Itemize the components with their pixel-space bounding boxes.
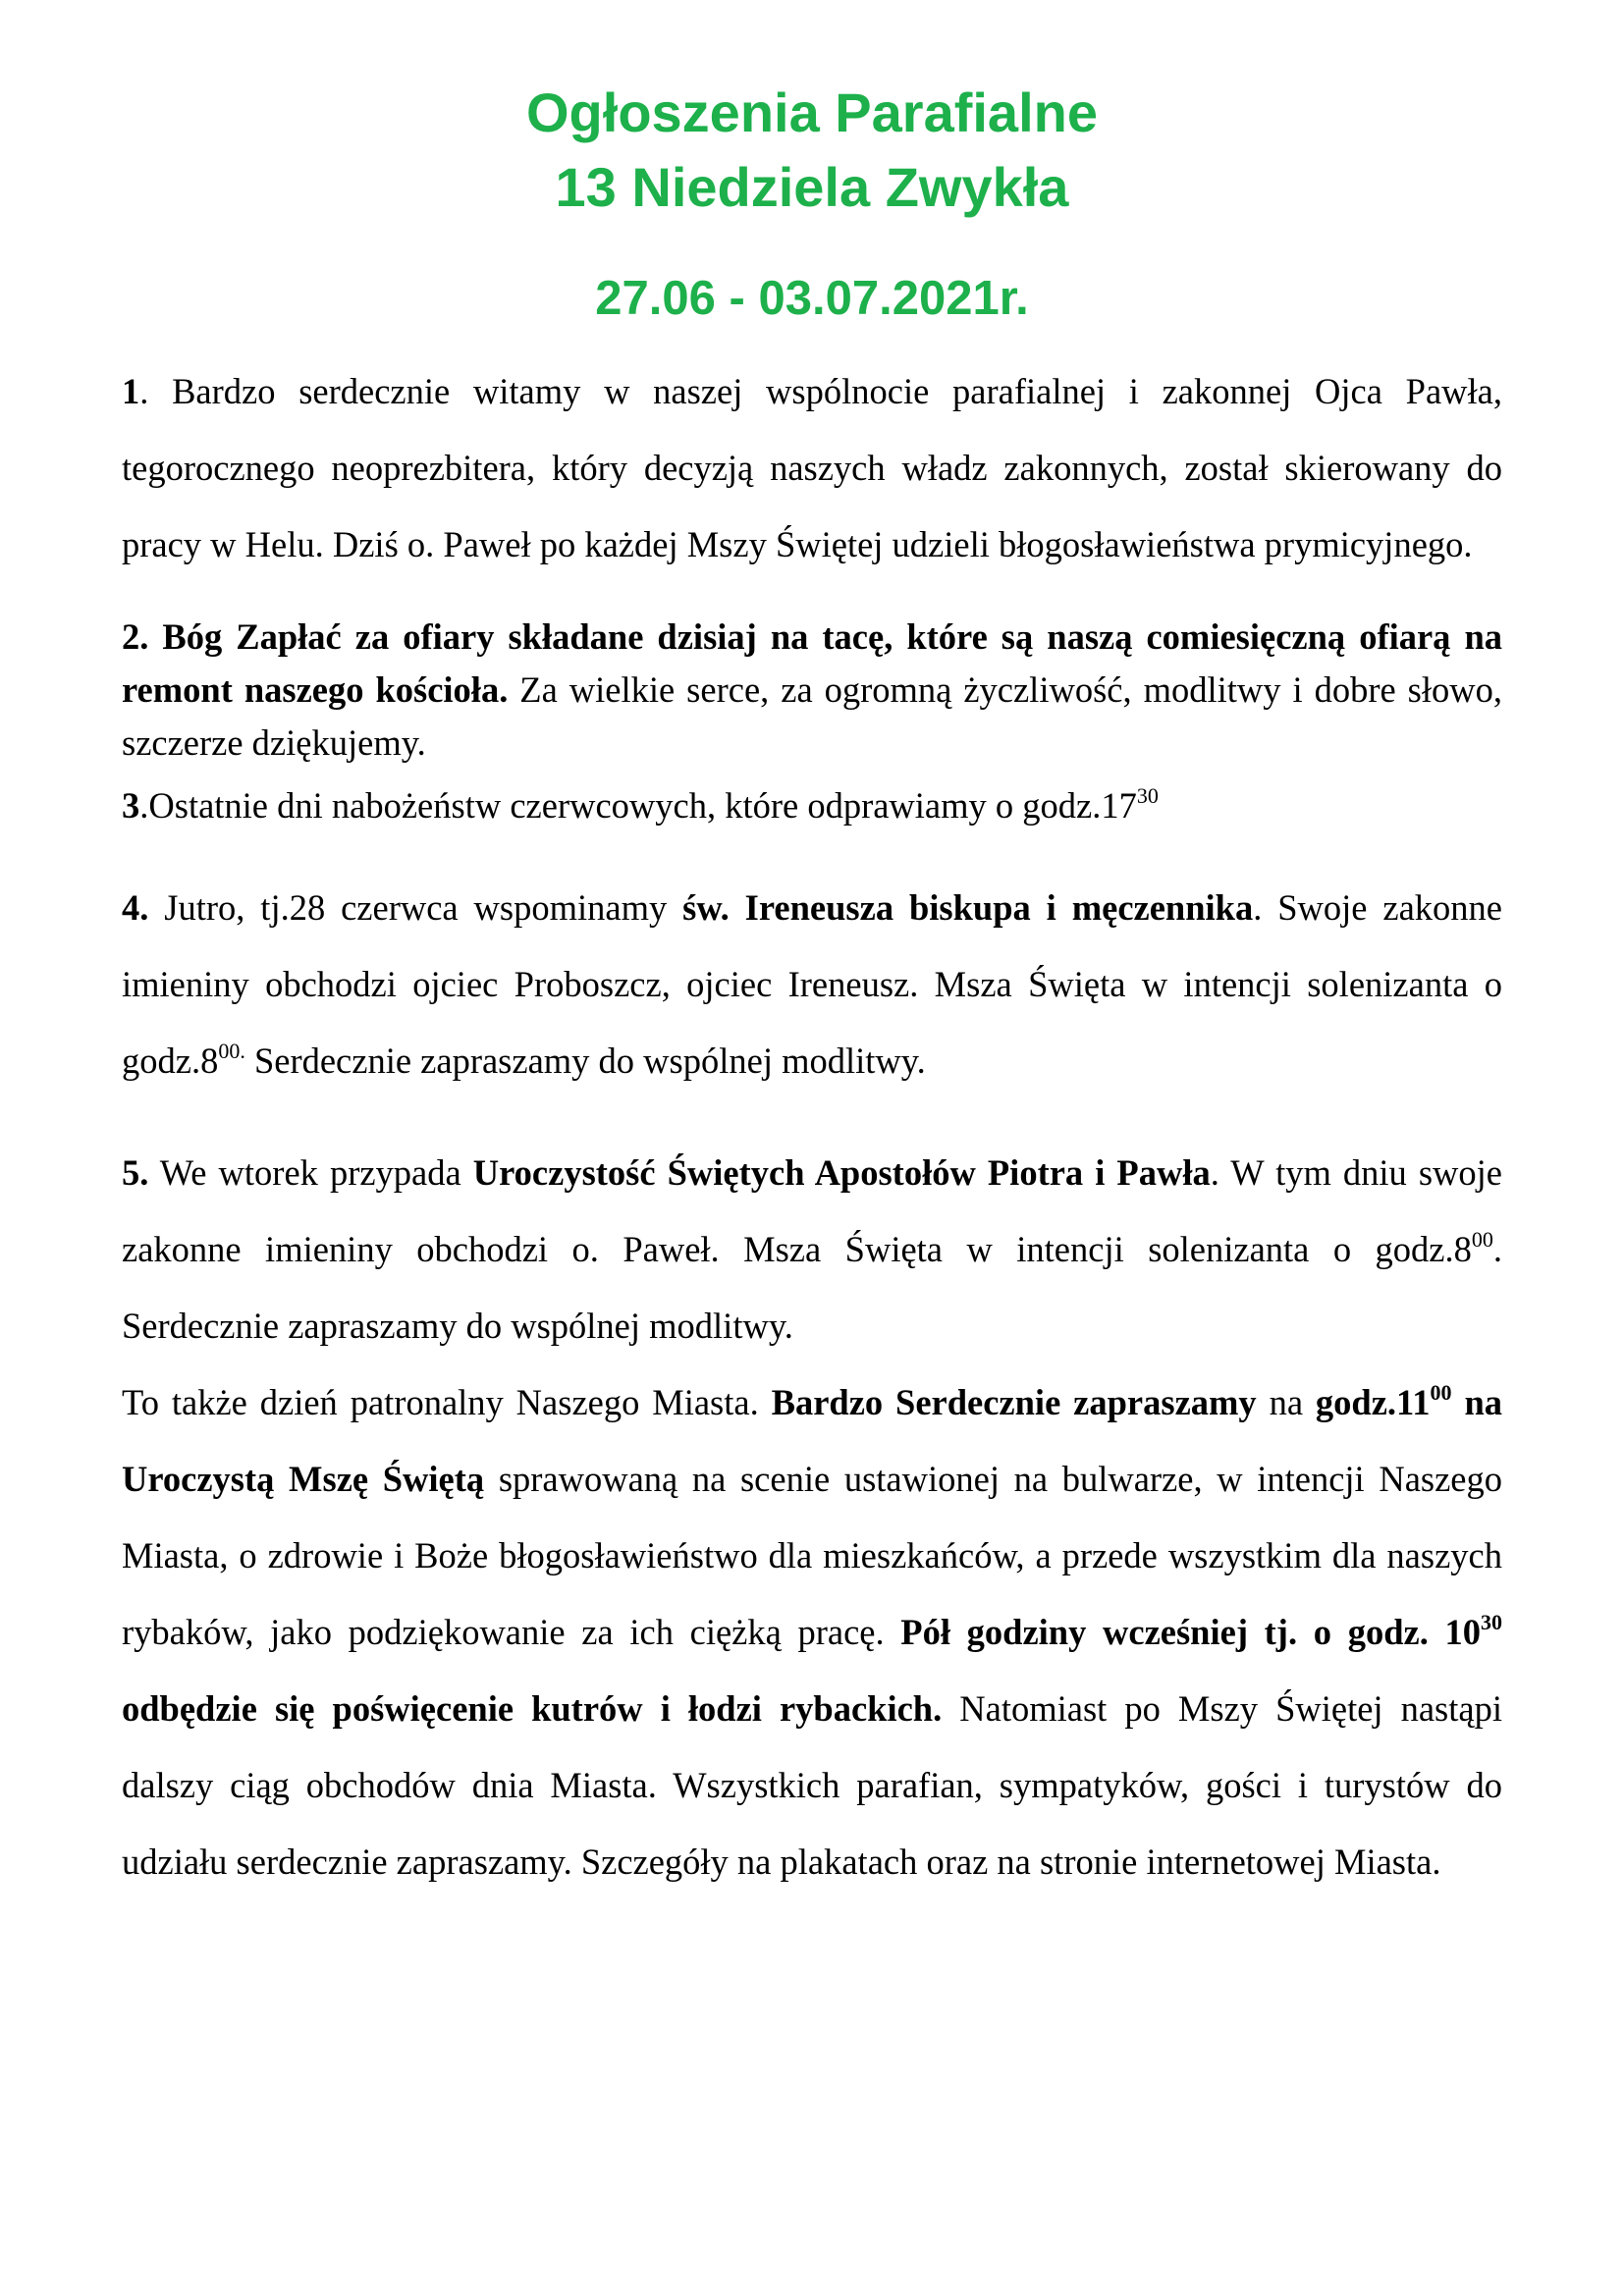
announcement-5-text6: sprawowaną na scenie ustawionej na bulwarze, w intencji Naszego Miasta, o zdrowie i Boże błogosławieństwo dla mieszkańców, a przede wszystkim dla naszych rybaków, jako podziękowanie za ich ciężką pracę. — [122, 1459, 1502, 1652]
announcement-2 — [122, 611, 1502, 770]
date-range: 27.06 - 03.07.2021r. — [595, 272, 1029, 325]
announcements-body — [122, 353, 1502, 1900]
announcement-5-continued — [122, 1364, 1502, 1900]
announcement-5-text3: . Serdecznie zapraszamy do wspólnej modlitwy. — [122, 1229, 1502, 1346]
announcement-5-text7: Natomiast po Mszy Świętej nastąpi dalszy ciąg obchodów dnia Miasta. Wszystkich parafian, sympatyków, gości i turystów do udziału serdecznie zapraszamy. Szczegóły na plakatach oraz na stronie internetowej Miasta. — [122, 1688, 1502, 1882]
announcement-4 — [122, 870, 1502, 1099]
announcement-5 — [122, 1135, 1502, 1364]
announcement-5-bold3: godz.11 — [1315, 1382, 1431, 1422]
announcement-5-bold2: Bardzo Serdecznie zapraszamy — [771, 1382, 1257, 1422]
announcement-5-text4: To także dzień patronalny Naszego Miasta. — [122, 1382, 772, 1422]
announcement-4-text1: Jutro, tj.28 czerwca wspominamy — [148, 887, 683, 928]
announcement-3-sup: 30 — [1136, 783, 1159, 808]
announcement-5-sup1: 00 — [1471, 1227, 1493, 1252]
announcement-1-text: . Bardzo serdecznie witamy w naszej wspólnocie parafialnej i zakonnej Ojca Pawła, tegorocznego neoprezbitera, który decyzją naszych władz zakonnych, został skierowany do pracy w Helu. Dziś o. Paweł po każdej Mszy Świętej udzieli błogosławieństwa prymicyjnego. — [122, 371, 1502, 564]
announcement-4-text3: Serdecznie zapraszamy do wspólnej modlitwy. — [244, 1041, 926, 1081]
announcement-3-text: .Ostatnie dni nabożeństw czerwcowych, które odprawiamy o godz.17 — [139, 785, 1137, 826]
announcement-5-sup3: 30 — [1481, 1610, 1502, 1634]
announcement-1-number: 1 — [122, 371, 140, 411]
announcement-2-text: Za wielkie serce, za ogromną życzliwość, modlitwy i dobre słowo, szczerze dziękujemy. — [122, 669, 1502, 763]
announcement-4-saint: św. Ireneusza biskupa i męczennika — [682, 887, 1254, 928]
announcement-1 — [122, 353, 1502, 583]
announcement-4-number: 4. — [122, 887, 149, 928]
announcement-5-sup2: 00 — [1430, 1380, 1452, 1405]
page-title-line2: 13 Niedziela Zwykła — [555, 156, 1069, 218]
announcement-5-text2: . W tym dniu swoje zakonne imieniny obchodzi o. Paweł. Msza Święta w intencji solenizanta o godz.8 — [122, 1152, 1502, 1269]
announcement-2-bold: 2. Bóg Zapłać za ofiary składane dzisiaj na tacę, które są naszą comiesięczną ofiarą na remont naszego kościoła. — [122, 616, 1502, 710]
announcement-3-number: 3 — [122, 785, 140, 826]
announcement-5-bold5: Pół godziny wcześniej tj. o godz. 10 — [900, 1612, 1481, 1652]
announcement-5-text1: We wtorek przypada — [148, 1152, 473, 1193]
announcement-5-bold4: na Uroczystą Mszę Świętą — [122, 1382, 1502, 1499]
announcement-4-text2: . Swoje zakonne imieniny obchodzi ojciec Proboszcz, ojciec Ireneusz. Msza Święta w intencji solenizanta o godz.8 — [122, 887, 1502, 1081]
announcement-5-bold6: odbędzie się poświęcenie kutrów i łodzi rybackich. — [122, 1688, 943, 1729]
announcement-5-number: 5. — [122, 1152, 149, 1193]
announcement-5-feast: Uroczystość Świętych Apostołów Piotra i Pawła — [472, 1152, 1211, 1193]
page-title-line1: Ogłoszenia Parafialne — [526, 81, 1098, 143]
announcement-3 — [122, 779, 1502, 832]
announcement-4-sup: 00. — [218, 1039, 245, 1063]
announcement-5-text5: na — [1256, 1382, 1316, 1422]
